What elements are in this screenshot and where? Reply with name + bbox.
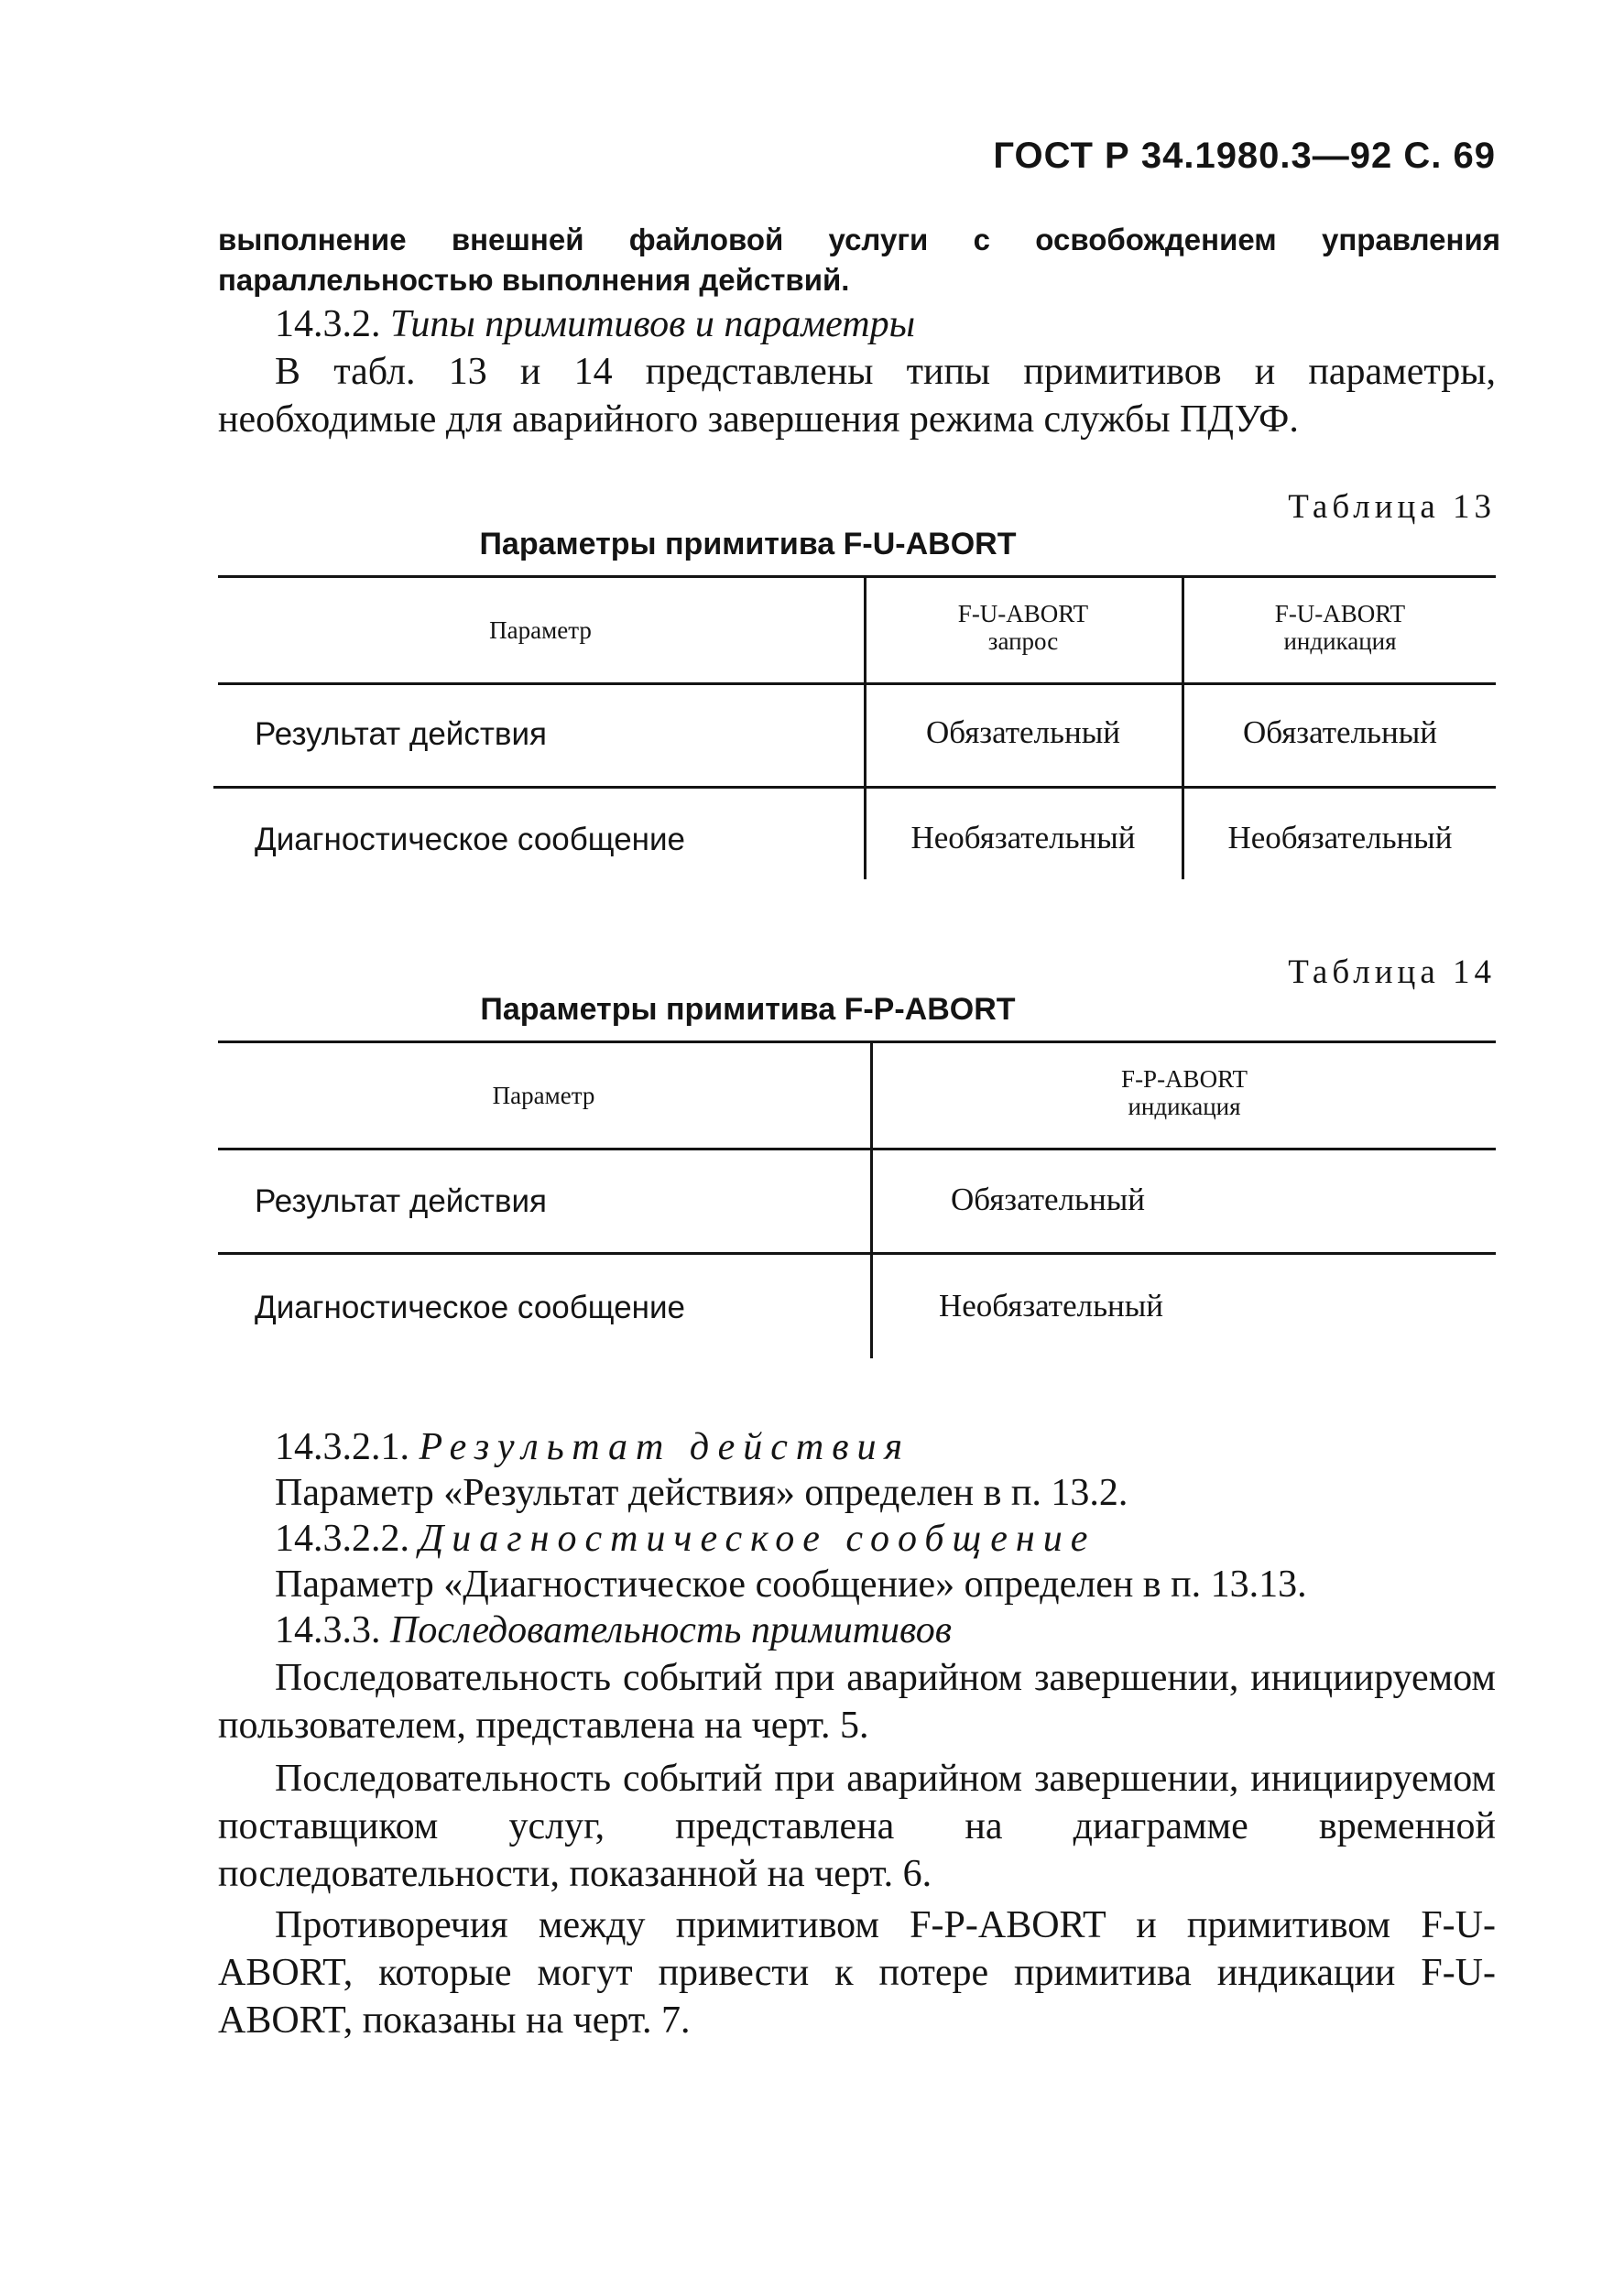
section-title: Результат действия (419, 1426, 911, 1468)
table-header-cell: Параметр (492, 1082, 595, 1109)
section-14-3-3-heading (275, 1608, 952, 1652)
section-title: Типы примитивов и параметры (390, 303, 916, 345)
section-14-3-2-1-heading (275, 1425, 910, 1469)
section-14-3-2-2-text: Параметр «Диагностическое сообщение» определен в п. 13.13. (275, 1563, 1307, 1606)
section-14-3-2-1-text: Параметр «Результат действия» определен в п. 13.2. (275, 1472, 1128, 1514)
table-cell: Необязательный (939, 1288, 1164, 1324)
table-row-label: Диагностическое сообщение (255, 1290, 686, 1325)
intro-paragraph: выполнение внешней файловой услуги с освобождением управления параллельностью выполнения действий. (218, 223, 1500, 297)
table-header-cell: F-U-ABORT индикация (1274, 600, 1406, 655)
table-cell: Обязательный (951, 1182, 1145, 1217)
table-header-cell: F-P-ABORT индикация (1121, 1065, 1248, 1120)
table-rule (218, 575, 1496, 578)
section-number: 14.3.2. (275, 303, 381, 345)
paragraph-provider-abort: Последовательность событий при аварийном завершении, инициируемом поставщиком услуг, представлена на диаграмме временной последовательности, показанной на черт. 6. (218, 1758, 1496, 1895)
table-14-label: Таблица 14 (1288, 953, 1496, 991)
table-row-label: Результат действия (255, 1183, 547, 1219)
table-rule (213, 786, 1496, 789)
table-row-label: Диагностическое сообщение (255, 822, 686, 857)
table-cell: Обязательный (1243, 714, 1437, 750)
table-rule (218, 1040, 1496, 1043)
section-number: 14.3.3. (275, 1609, 381, 1651)
table-header-cell: Параметр (489, 616, 592, 644)
table-column-divider (1182, 577, 1184, 879)
paragraph-collision: Противоречия между примитивом F-P-ABORT и примитивом F-U-ABORT, которые могут привести к потере примитива индикации F-U-ABORT, показаны на черт. 7. (218, 1904, 1496, 2042)
section-title: Последовательность примитивов (390, 1609, 952, 1651)
section-number: 14.3.2.2. (275, 1518, 409, 1560)
section-number: 14.3.2.1. (275, 1426, 409, 1468)
table-cell: Необязательный (1227, 820, 1453, 855)
table-cell: Необязательный (910, 820, 1136, 855)
section-14-3-2-2-heading (275, 1517, 1095, 1561)
table-header-cell: F-U-ABORT запрос (957, 600, 1089, 655)
paragraph-tables-intro: В табл. 13 и 14 представлены типы примитивов и параметры, необходимые для аварийного завершения режима службы ПДУФ. (218, 351, 1496, 441)
table-13-label: Таблица 13 (1288, 488, 1496, 526)
table-rule (218, 1252, 1496, 1255)
table-rule (218, 1148, 1496, 1150)
table-14-title: Параметры примитива F-P-ABORT (480, 992, 1016, 1027)
table-column-divider (870, 1042, 873, 1358)
section-14-3-2-heading (275, 302, 915, 346)
paragraph-user-abort: Последовательность событий при аварийном завершении, инициируемом пользователем, представлена на черт. 5. (218, 1657, 1496, 1747)
section-title: Диагностическое сообщение (419, 1518, 1096, 1560)
table-rule (218, 682, 1496, 685)
table-cell: Обязательный (926, 714, 1120, 750)
table-column-divider (864, 577, 866, 879)
table-row-label: Результат действия (255, 716, 547, 752)
table-13-title: Параметры примитива F-U-ABORT (479, 527, 1017, 561)
running-header: ГОСТ Р 34.1980.3—92 С. 69 (993, 136, 1496, 176)
